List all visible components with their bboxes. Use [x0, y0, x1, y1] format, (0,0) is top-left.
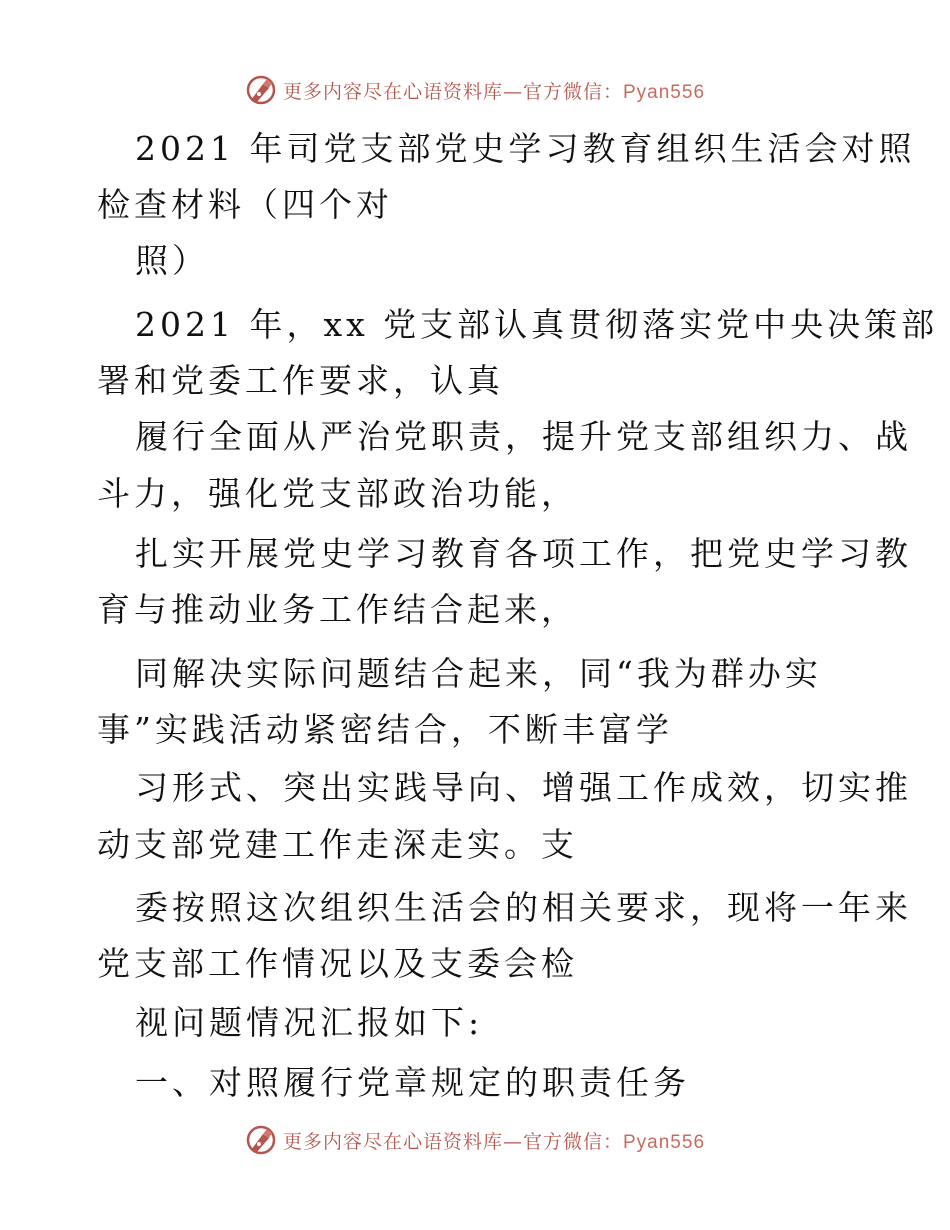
text-line: 习形式、突出实践导向、增强工作成效，切实推	[135, 768, 912, 807]
text-line: 视问题情况汇报如下:	[135, 1003, 484, 1042]
text-line: 斗力，强化党支部政治功能，	[97, 474, 578, 513]
text-line: 委按照这次组织生活会的相关要求，现将一年来	[135, 888, 912, 927]
watermark-text: 更多内容尽在心语资料库—官方微信：Pyan556	[282, 80, 706, 103]
pen-nib-icon	[245, 1124, 277, 1156]
footer-watermark	[0, 1122, 950, 1158]
text-line: 履行全面从严治党职责，提升党支部组织力、战	[135, 417, 912, 456]
text-line: 2021 年司党支部党史学习教育组织生活会对照	[135, 129, 916, 168]
text-line: 事”实践活动紧密结合，不断丰富学	[97, 710, 673, 749]
text-line: 同解决实际问题结合起来，同“我为群办实	[135, 654, 822, 693]
text-line: 照）	[135, 241, 209, 280]
text-line: 检查材料（四个对	[97, 185, 393, 224]
text-line: 扎实开展党史学习教育各项工作，把党史学习教	[135, 534, 912, 573]
watermark-text: 更多内容尽在心语资料库—官方微信：Pyan556	[282, 1130, 706, 1153]
text-line: 育与推动业务工作结合起来，	[97, 590, 578, 629]
text-line: 2021 年，xx 党支部认真贯彻落实党中央决策部	[135, 305, 939, 344]
text-line: 党支部工作情况以及支委会检	[97, 944, 578, 983]
text-line: 动支部党建工作走深走实。支	[97, 825, 578, 864]
section-heading: 一、对照履行党章规定的职责任务	[135, 1063, 690, 1102]
text-line: 署和党委工作要求，认真	[97, 361, 504, 400]
